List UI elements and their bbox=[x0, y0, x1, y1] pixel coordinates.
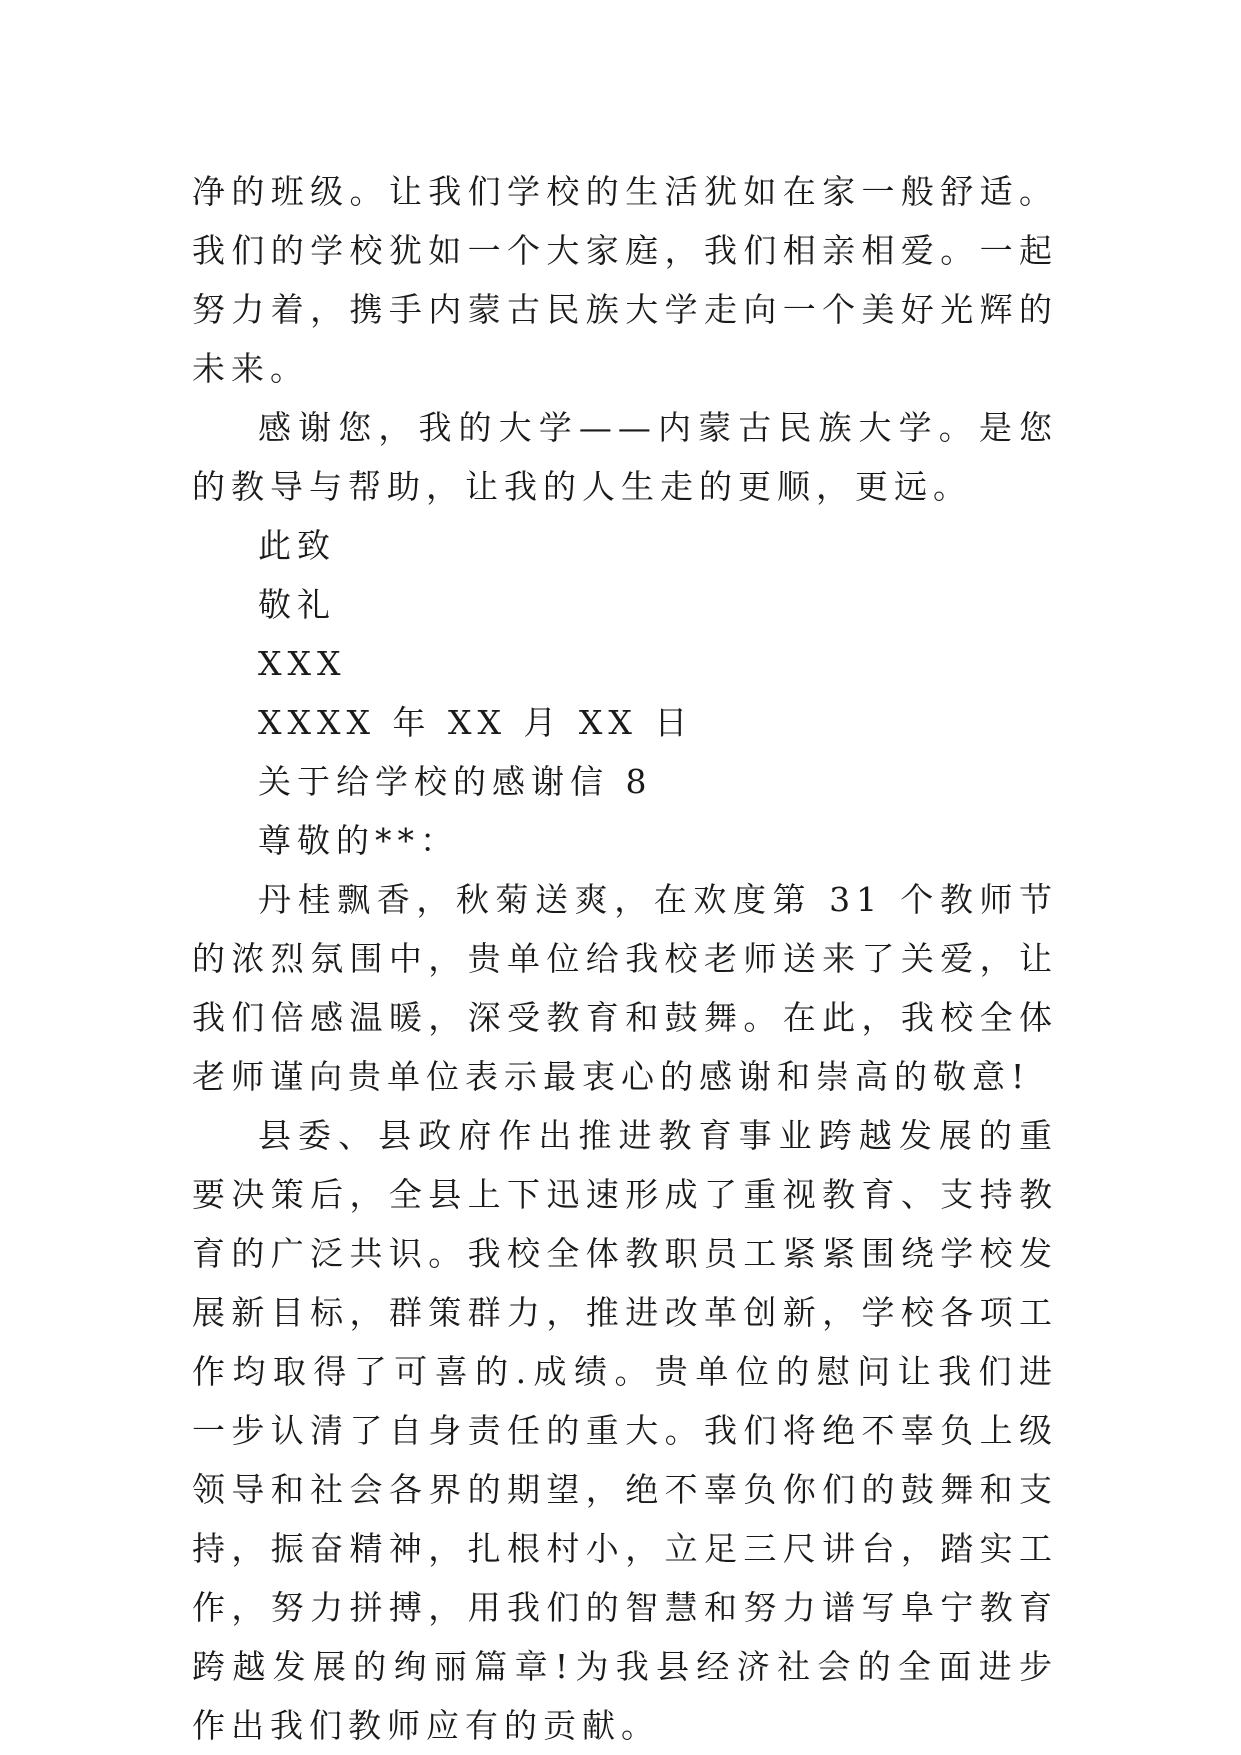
paragraph-continuation: 净的班级。让我们学校的生活犹如在家一般舒适。我们的学校犹如一个大家庭，我们相亲相爱。一起努力着，携手内蒙古民族大学走向一个美好光辉的未来。 bbox=[192, 172, 1058, 388]
signature-date: XXXX 年 XX 月 XX 日 bbox=[258, 703, 694, 742]
signature-name: XXX bbox=[258, 644, 347, 683]
section-title: 关于给学校的感谢信 8 bbox=[258, 762, 653, 801]
greeting: 尊敬的**： bbox=[258, 821, 459, 860]
closing-salutation: 此致 bbox=[258, 526, 336, 565]
paragraph-education-development: 县委、县政府作出推进教育事业跨越发展的重要决策后，全县上下迅速形成了重视教育、支持教育的广泛共识。我校全体教职员工紧紧围绕学校发展新目标，群策群力，推进改革创新，学校各项工作均取得了可喜的.成绩。贵单位的慰问让我们进一步认清了自身责任的重大。我们将绝不辜负上级领导和社会各界的期望，绝不辜负你们的鼓舞和支持，振奋精神，扎根村小，立足三尺讲台，踏实工作，努力拼搏，用我们的智慧和努力谱写阜宁教育跨越发展的绚丽篇章!为我县经济社会的全面进步作出我们教师应有的贡献。 bbox=[192, 1116, 1058, 1745]
letter-body bbox=[192, 162, 1058, 1755]
paragraph-thanks: 感谢您，我的大学——内蒙古民族大学。是您的教导与帮助，让我的人生走的更顺，更远。 bbox=[192, 408, 1058, 506]
closing-regards: 敬礼 bbox=[258, 585, 336, 624]
paragraph-teachers-day: 丹桂飘香，秋菊送爽，在欢度第 31 个教师节的浓烈氛围中，贵单位给我校老师送来了关爱，让我们倍感温暖，深受教育和鼓舞。在此，我校全体老师谨向贵单位表示最衷心的感谢和崇高的敬意! bbox=[192, 880, 1058, 1096]
